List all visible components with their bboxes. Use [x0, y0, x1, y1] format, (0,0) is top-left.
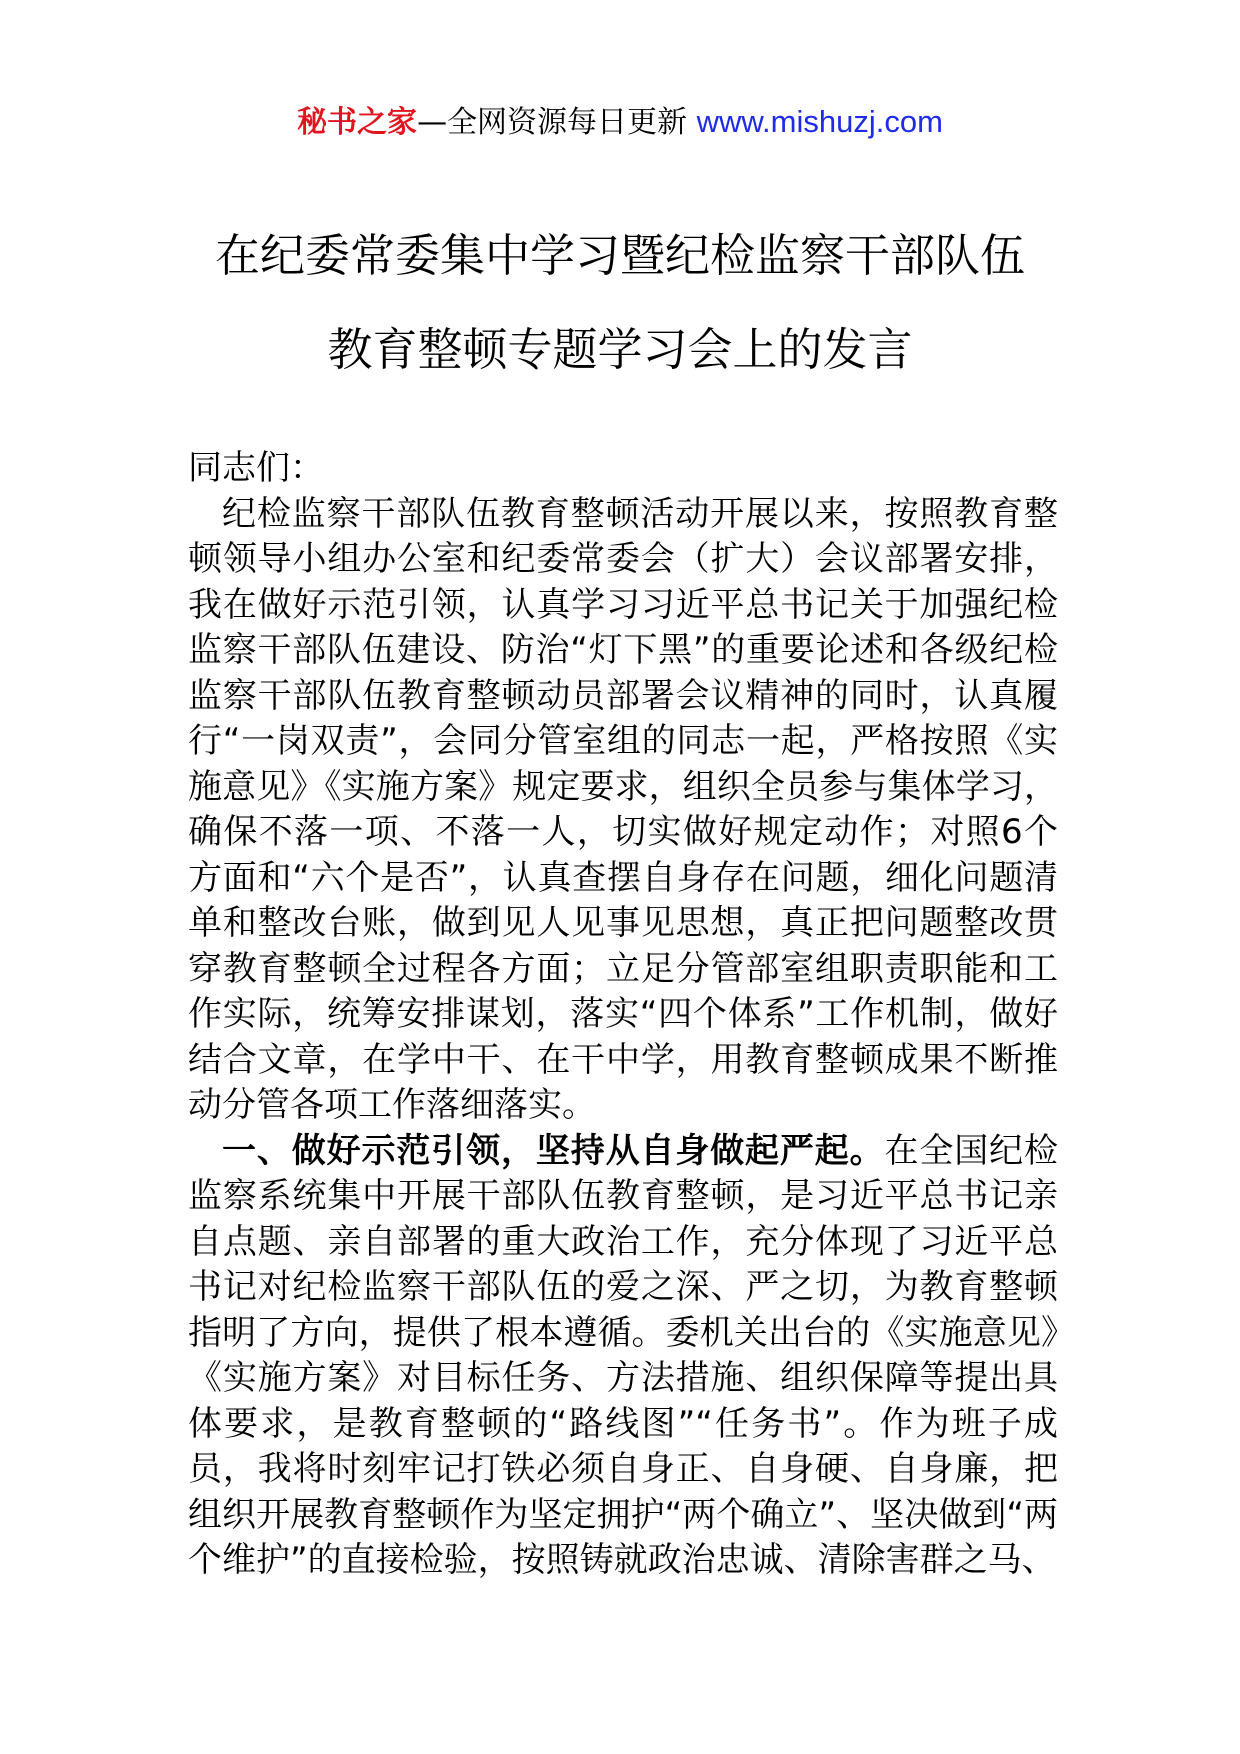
site-url-link[interactable]: www.mishuzj.com: [696, 104, 943, 139]
section-heading-1: 一、做好示范引领，坚持从自身做起严起。: [222, 1130, 885, 1171]
salutation: 同志们：: [188, 448, 324, 488]
document-body: [188, 446, 1058, 1584]
section-text-1: 在全国纪检监察系统集中开展干部队伍教育整顿，是习近平总书记亲自点题、亲自部署的重大政治工作，充分体现了习近平总书记对纪检监察干部队伍的爱之深、严之切，为教育整顿指明了方向，提供了根本遵循。委机关出台的《实施意见》《实施方案》对目标任务、方法措施、组织保障等提出具体要求，是教育整顿的“路线图”“任务书”。作为班子成员，我将时刻牢记打铁必须自身正、自身硬、自身廉，把组织开展教育整顿作为坚定拥护“两个确立”、坚决做到“两个维护”的直接检验，按照铸就政治忠诚、清除害群之马、: [188, 1130, 1059, 1580]
paragraph-intro: 纪检监察干部队伍教育整顿活动开展以来，按照教育整顿领导小组办公室和纪委常委会（扩大）会议部署安排，我在做好示范引领，认真学习习近平总书记关于加强纪检监察干部队伍建设、防治“灯下黑”的重要论述和各级纪检监察干部队伍教育整顿动员部署会议精神的同时，认真履行“一岗双责”，会同分管室组的同志一起，严格按照《实施意见》《实施方案》规定要求，组织全员参与集体学习，确保不落一项、不落一人，切实做好规定动作；对照6个方面和“六个是否”，认真查摆自身存在问题，细化问题清单和整改台账，做到见人见事见思想，真正把问题整改贯穿教育整顿全过程各方面；立足分管部室组职责职能和工作实际，统筹安排谋划，落实“四个体系”工作机制，做好结合文章，在学中干、在干中学，用教育整顿成果不断推动分管各项工作落细落实。: [188, 493, 1058, 1125]
banner-tagline: —全网资源每日更新: [417, 105, 697, 140]
document-title-line-1: 在纪委常委集中学习暨纪检监察干部队伍: [214, 229, 1025, 282]
document-title-line-2: 教育整顿专题学习会上的发言: [327, 323, 913, 376]
site-banner: [0, 98, 1240, 147]
paragraph-section-1: [188, 1129, 1058, 1584]
brand-name: 秘书之家: [297, 105, 418, 140]
